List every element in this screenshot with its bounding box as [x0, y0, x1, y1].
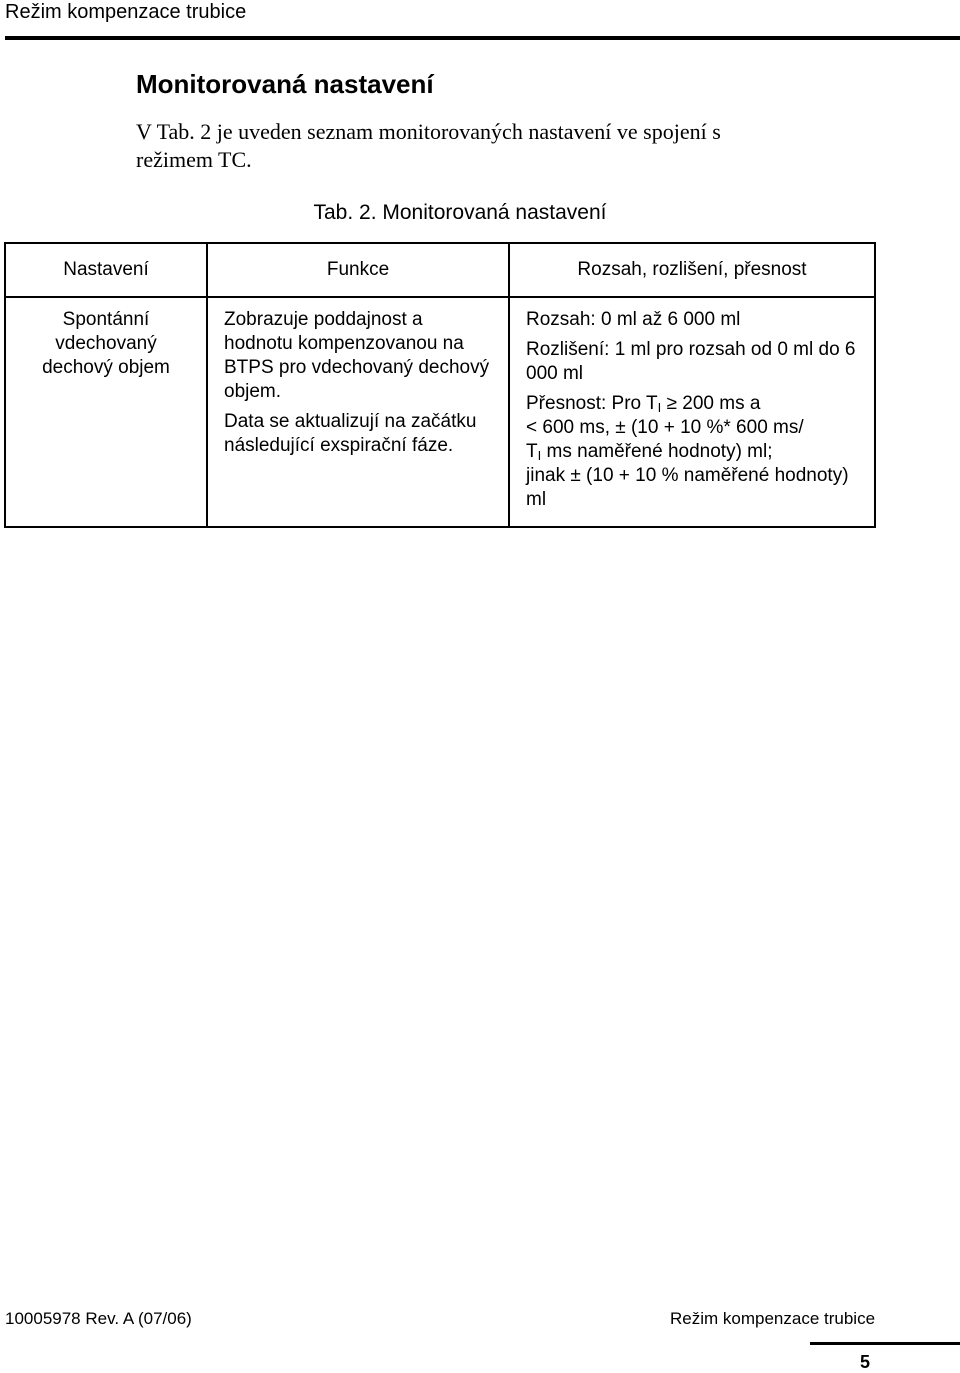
resolution-text: Rozlišení: 1 ml pro rozsah od 0 ml do 6 000 ml [526, 339, 856, 384]
accuracy-prefix: Přesnost: Pro T [526, 393, 658, 414]
accuracy-part: T [526, 441, 538, 462]
cell-setting [5, 297, 207, 527]
intro-line-1: V Tab. 2 je uveden seznam monitorovaných nastavení ve spojení s [136, 119, 721, 144]
intro-paragraph [136, 118, 836, 174]
cell-range [509, 297, 875, 527]
subscript-i: I [657, 400, 662, 415]
function-update-note: Data se aktualizují na začátku následující exspirační fáze. [224, 411, 477, 456]
table-caption: Tab. 2. Monitorovaná nastavení [313, 201, 607, 224]
subscript-i: I [537, 448, 542, 463]
accuracy-part: ms naměřené hodnoty) ml; [546, 441, 773, 462]
table-row [5, 297, 875, 527]
monitored-settings-table [4, 242, 876, 528]
footer-doc-id: 10005978 Rev. A (07/06) [5, 1309, 192, 1328]
table-header-row [5, 243, 875, 297]
section-title: Monitorovaná nastavení [136, 69, 434, 99]
accuracy-text [526, 392, 858, 512]
setting-line: vdechovaný [55, 333, 157, 354]
function-description: Zobrazuje poddajnost a hodnotu kompenzovanou na BTPS pro vdechovaný dechový objem. [224, 309, 490, 402]
accuracy-part: 200 ms a [682, 393, 761, 414]
header-range: Rozsah, rozlišení, přesnost [509, 243, 875, 297]
lt-symbol: < [526, 417, 538, 438]
page-number: 5 [860, 1352, 871, 1372]
cell-function [207, 297, 509, 527]
setting-line: Spontánní [62, 309, 150, 330]
header-setting: Nastavení [5, 243, 207, 297]
running-header: Režim kompenzace trubice [5, 1, 247, 23]
setting-line: dechový objem [42, 357, 170, 378]
geq-symbol: ≥ [666, 393, 677, 414]
footer-rule [810, 1342, 960, 1345]
footer-chapter: Režim kompenzace trubice [670, 1309, 876, 1328]
accuracy-part: jinak ± (10 + 10 % naměřené hodnoty) ml [526, 465, 849, 510]
intro-line-2: režimem TC. [136, 147, 252, 172]
header-function: Funkce [207, 243, 509, 297]
accuracy-part: 600 ms, ± (10 + 10 %* 600 ms/ [542, 417, 804, 438]
header-rule [5, 36, 960, 40]
range-text: Rozsah: 0 ml až 6 000 ml [526, 309, 741, 330]
